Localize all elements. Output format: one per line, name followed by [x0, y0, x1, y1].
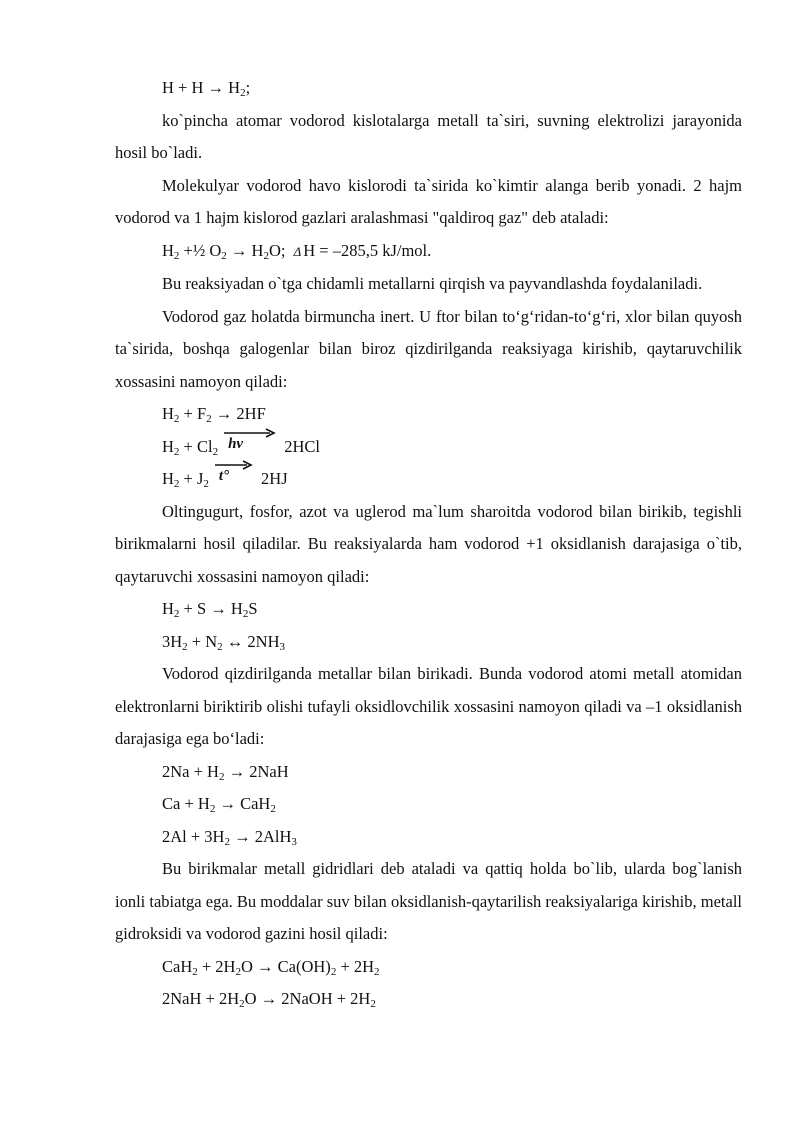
text-run: 2Na + H [162, 761, 219, 781]
subscript: 2 [173, 608, 180, 620]
subscript: 2 [263, 249, 269, 262]
subscript: 2 [192, 965, 198, 978]
equation-line [115, 951, 742, 984]
text-run: + N [187, 631, 218, 651]
text-run: +½ O [179, 240, 222, 260]
text-run: Ca + H [162, 794, 210, 813]
text-run: → [207, 78, 225, 97]
text-run: Molekulyar vodorod havo kislorodi ta`sirida ko`kimtir alanga berib yonadi. 2 hajm vodorod va 1 hajm kislorod gazlari aralashmasi "qaldiroq gaz" deb ataladi: [115, 175, 742, 227]
text-run: S [248, 599, 258, 618]
text-run: → 2NaH [224, 761, 289, 781]
paragraph [115, 853, 742, 951]
paragraph [115, 301, 742, 399]
subscript: 3 [291, 835, 297, 848]
reaction-condition-label: t° [218, 468, 230, 484]
subscript: 2 [173, 445, 180, 458]
text-run: O → 2NaOH + 2H [244, 989, 371, 1008]
text-run: CaH [162, 956, 193, 976]
equation-line [115, 821, 742, 854]
text-run: Bu birikmalar metall gidridlari deb ataladi va qattiq holda bo`lib, ularda bog`lanish ionli tabiatga ega. Bu moddalar suv bilan oksidlanish-qaytarilish reaksiyalariga kirishib, metall gidroksidi va vodorod gazini hosil qiladi: [115, 859, 742, 943]
reaction-condition-label: hν [228, 435, 244, 452]
document-page [115, 72, 742, 1016]
subscript: 2 [330, 965, 337, 978]
text-run: Vodorod gaz holatda birmuncha inert. U ftor bilan to‘g‘ridan-to‘g‘ri, xlor bilan quyosh ta`sirida, boshqa galogenlar bilan biroz qizdirilganda reaksiyaga kirishib, qaytaruvchilik xossasini namoyon qiladi: [115, 306, 742, 391]
text-run: → 2HF [211, 404, 266, 423]
subscript: 2 [173, 249, 180, 262]
equation-line [115, 983, 742, 1016]
subscript: 2 [203, 478, 209, 490]
text-run: O → Ca(OH) [240, 956, 331, 976]
text-run: 2HJ [256, 469, 288, 488]
text-run: ↔ 2NH [222, 631, 280, 651]
equation-line [115, 463, 742, 496]
reaction-condition-arrow [209, 466, 257, 486]
text-run: 2NaH + 2H [162, 989, 240, 1008]
text-run: → H [226, 240, 264, 260]
equation-line [115, 72, 742, 105]
subscript: 2 [370, 998, 376, 1010]
paragraph [115, 496, 742, 594]
reaction-condition-arrow [218, 434, 280, 454]
subscript: 2 [173, 478, 180, 490]
text-run: Bu reaksiyadan o`tga chidamli metallarni qirqish va payvandlashda foydalaniladi. [162, 274, 703, 293]
subscript: 2 [374, 965, 380, 978]
text-run: + J [179, 469, 204, 488]
paragraph [115, 170, 742, 235]
equation-line [115, 593, 742, 626]
equation-line [115, 431, 742, 464]
subscript: 2 [173, 413, 180, 425]
subscript: 2 [270, 803, 276, 815]
text-run: Vodorod qizdirilganda metallar bilan birikadi. Bunda vodorod atomi metall atomidan elektronlarni biriktirib olishi tufayli oksidlovchilik xossasini namoyon qiladi va –1 oksidlanish darajasiga ega bo‘ladi: [115, 664, 742, 748]
text-run: O; [268, 240, 290, 260]
subscript: 2 [235, 965, 241, 978]
text-run: + 2H [197, 956, 236, 976]
subscript: 2 [218, 770, 225, 783]
equation-line [115, 756, 742, 789]
subscript: 2 [206, 413, 212, 425]
subscript: 2 [217, 640, 223, 653]
text-run: 2Al + 3H [162, 826, 225, 846]
text-run: + S → H [179, 599, 243, 618]
subscript: 2 [182, 640, 188, 653]
text-run: H [224, 78, 241, 97]
text-run: H [162, 436, 174, 456]
text-run: ko`pincha atomar vodorod kislotalarga metall ta`siri, suvning elektrolizi jarayonida hosil bo`ladi. [115, 110, 742, 162]
text-run: Oltingugurt, fosfor, azot va uglerod ma`lum sharoitda vodorod bilan birikib, tegishli birikmalarni hosil qiladilar. Bu reaksiyalarda ham vodorod +1 oksidlanish darajasiga o`tib, qaytaruvchi xossasini namoyon qiladi: [115, 501, 742, 586]
paragraph [115, 105, 742, 170]
equation-line [115, 398, 742, 431]
subscript: 2 [212, 445, 219, 458]
text-run: H [162, 240, 174, 260]
text-run: H [162, 404, 174, 423]
text-run: + F [179, 404, 207, 423]
text-run: → CaH [215, 794, 271, 813]
subscript: 2 [224, 835, 230, 848]
text-run: → 2AlH [229, 826, 292, 846]
text-run: + 2H [336, 956, 375, 976]
subscript: 2 [240, 87, 246, 99]
subscript: 2 [209, 803, 216, 815]
equation-line [115, 626, 742, 659]
text-run: 3H [162, 631, 183, 651]
text-run: H [162, 469, 174, 488]
equation-line [115, 235, 742, 269]
text-run: H = –285,5 kJ/mol. [303, 240, 432, 260]
text-run: H [162, 599, 174, 618]
paragraph [115, 658, 742, 756]
subscript: 2 [221, 249, 227, 262]
delta-symbol: Δ [293, 243, 302, 259]
text-run: H + H [162, 78, 208, 97]
subscript: 2 [239, 998, 245, 1010]
text-run: + Cl [179, 436, 213, 456]
text-run: ; [245, 78, 251, 97]
subscript: 3 [279, 640, 285, 653]
equation-line [115, 788, 742, 821]
paragraph [115, 268, 742, 301]
subscript: 2 [242, 608, 249, 620]
text-run: 2HCl [280, 436, 320, 456]
